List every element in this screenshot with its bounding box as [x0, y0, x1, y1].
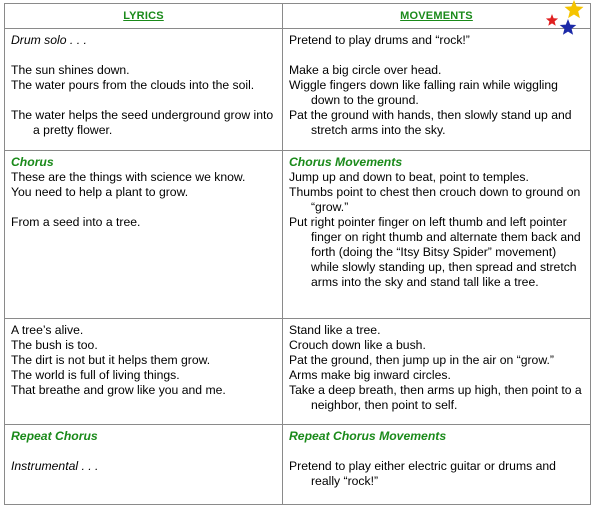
header-movements: MOVEMENTS: [283, 4, 591, 29]
lyrics-line: The sun shines down.: [11, 63, 130, 77]
lyrics-cell: [5, 29, 283, 151]
lyrics-cell: [5, 425, 283, 505]
movement-line: Make a big circle over head.: [289, 63, 442, 77]
lyrics-line: The bush is too.: [11, 338, 98, 352]
lyrics-line: The water pours from the clouds into the soil.: [11, 78, 255, 92]
movements-cell: [283, 319, 591, 425]
chorus-movements-heading: Chorus Movements: [289, 155, 403, 169]
stars-decoration: [544, 0, 590, 44]
movement-line: Pretend to play either electric guitar or drums and really “rock!”: [289, 459, 556, 488]
lyrics-movements-table: [4, 3, 591, 505]
lyrics-cell: [5, 319, 283, 425]
movements-cell: [283, 425, 591, 505]
movement-line: Arms make big inward circles.: [289, 368, 451, 382]
table-row: [5, 29, 591, 151]
movement-line: Thumbs point to chest then crouch down to ground on “grow.”: [289, 185, 581, 214]
movement-line: Wiggle fingers down like falling rain while wiggling down to the ground.: [289, 78, 558, 107]
table-row: [5, 319, 591, 425]
movement-line: Pretend to play drums and “rock!”: [289, 33, 470, 47]
movements-cell: [283, 29, 591, 151]
lyrics-line: From a seed into a tree.: [11, 215, 141, 229]
lyrics-line: That breathe and grow like you and me.: [11, 383, 226, 397]
chorus-heading: Chorus: [11, 155, 54, 169]
movements-cell: [283, 151, 591, 319]
movement-line: Take a deep breath, then arms up high, then point to a neighbor, then point to self.: [289, 383, 582, 412]
star-red-icon: [546, 14, 558, 26]
movement-line: Crouch down like a bush.: [289, 338, 426, 352]
repeat-chorus-heading: Repeat Chorus: [11, 429, 98, 443]
table-row: [5, 151, 591, 319]
lyrics-cell: [5, 151, 283, 319]
lyrics-movements-sheet: [4, 3, 590, 505]
star-blue-icon: [560, 19, 577, 35]
header-row: [5, 4, 591, 29]
lyrics-line: Instrumental . . .: [11, 459, 99, 473]
star-yellow-icon: [565, 0, 584, 18]
lyrics-line: The water helps the seed underground grow into a pretty flower.: [11, 108, 274, 137]
lyrics-line: Drum solo . . .: [11, 33, 87, 47]
header-lyrics: LYRICS: [5, 4, 283, 29]
lyrics-line: A tree’s alive.: [11, 323, 84, 337]
lyrics-line: The dirt is not but it helps them grow.: [11, 353, 211, 367]
movement-line: Put right pointer finger on left thumb and left pointer finger on right thumb and alternate them back and forth (doing the “Itsy Bitsy Spider” movement) while slowly standing up, then spread and stretch arms into the sky and stand tall like a tree.: [289, 215, 581, 289]
lyrics-line: You need to help a plant to grow.: [11, 185, 189, 199]
lyrics-line: The world is full of living things.: [11, 368, 180, 382]
movement-line: Jump up and down to beat, point to temples.: [289, 170, 529, 184]
movement-line: Pat the ground, then jump up in the air on “grow.”: [289, 353, 554, 367]
movement-line: Pat the ground with hands, then slowly stand up and stretch arms into the sky.: [289, 108, 572, 137]
repeat-chorus-movements-heading: Repeat Chorus Movements: [289, 429, 447, 443]
table-row: [5, 425, 591, 505]
lyrics-line: These are the things with science we know.: [11, 170, 246, 184]
movement-line: Stand like a tree.: [289, 323, 381, 337]
